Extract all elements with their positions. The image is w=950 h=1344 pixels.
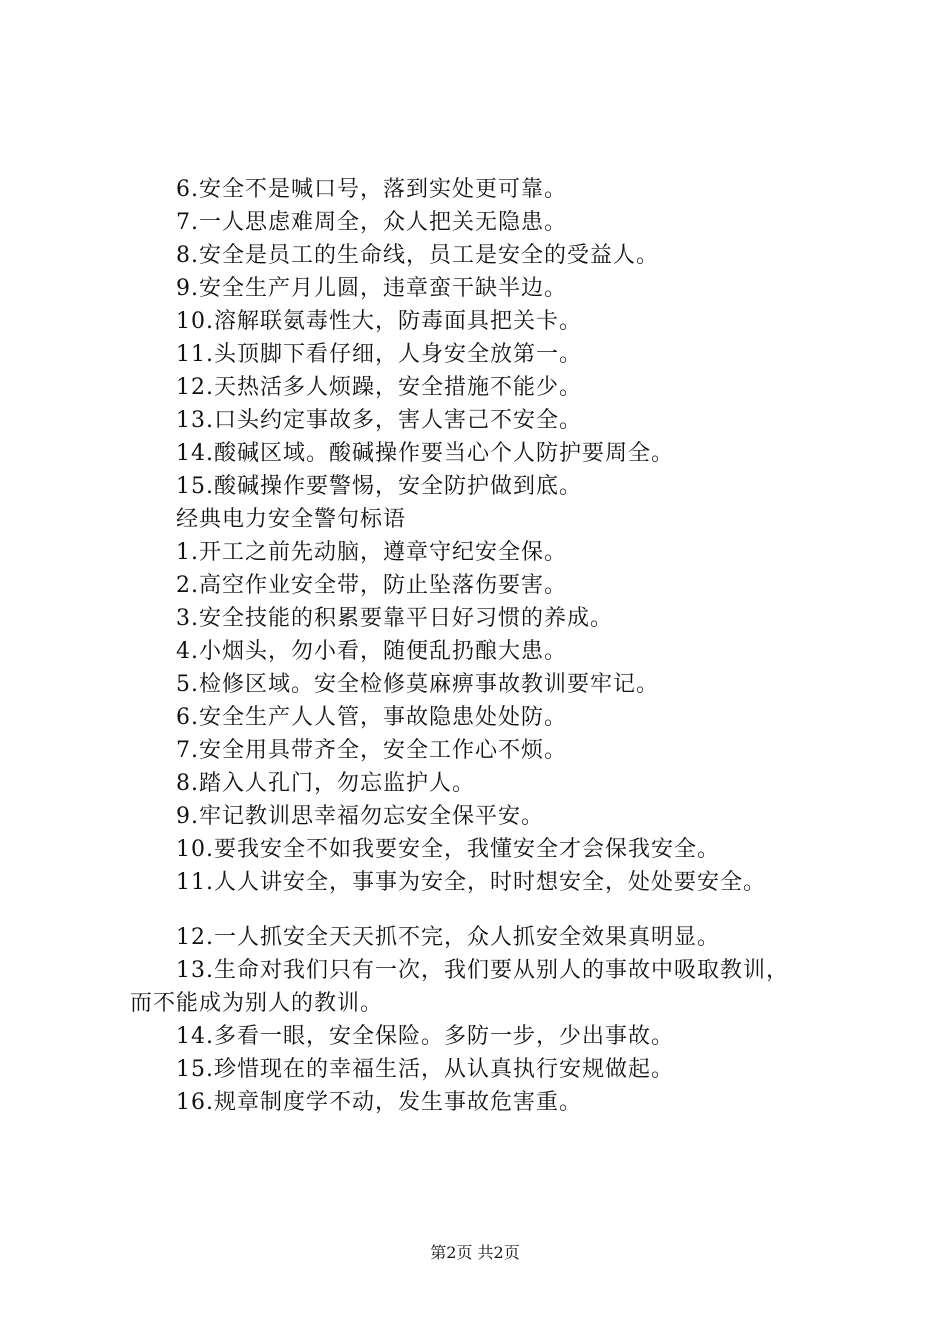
text-line: 11.人人讲安全，事事为安全，时时想安全，处处要安全。 bbox=[176, 870, 766, 895]
text-line: 14.酸碱区域。酸碱操作要当心个人防护要周全。 bbox=[176, 441, 674, 466]
text-line: 1.开工之前先动脑，遵章守纪安全保。 bbox=[176, 540, 567, 565]
text-line: 8.踏入人孔门，勿忘监护人。 bbox=[176, 771, 475, 796]
text-line: 4.小烟头，勿小看，随便乱扔酿大患。 bbox=[176, 639, 567, 664]
text-line: 5.检修区域。安全检修莫麻痹事故教训要牢记。 bbox=[176, 672, 659, 697]
text-line: 9.牢记教训思幸福勿忘安全保平安。 bbox=[176, 804, 544, 829]
text-line: 13.生命对我们只有一次，我们要从别人的事故中吸取教训， bbox=[176, 958, 789, 983]
text-line: 9.安全生产月儿圆，违章蛮干缺半边。 bbox=[176, 276, 567, 301]
text-line: 15.珍惜现在的幸福生活，从认真执行安规做起。 bbox=[176, 1057, 674, 1082]
text-line: 15.酸碱操作要警惕，安全防护做到底。 bbox=[176, 474, 582, 499]
text-line: 13.口头约定事故多，害人害己不安全。 bbox=[176, 408, 582, 433]
text-line: 6.安全不是喊口号，落到实处更可靠。 bbox=[176, 177, 567, 202]
text-line: 6.安全生产人人管，事故隐患处处防。 bbox=[176, 705, 567, 730]
text-line: 10.溶解联氨毒性大，防毒面具把关卡。 bbox=[176, 309, 582, 334]
text-line: 8.安全是员工的生命线，员工是安全的受益人。 bbox=[176, 243, 659, 268]
text-line: 7.安全用具带齐全，安全工作心不烦。 bbox=[176, 738, 567, 763]
section-heading: 经典电力安全警句标语 bbox=[176, 507, 407, 532]
text-line: 2.高空作业安全带，防止坠落伤要害。 bbox=[176, 573, 567, 598]
text-line: 16.规章制度学不动，发生事故危害重。 bbox=[176, 1090, 582, 1115]
page-footer: 第2页 共2页 bbox=[430, 1243, 520, 1262]
text-line: 14.多看一眼，安全保险。多防一步，少出事故。 bbox=[176, 1024, 674, 1049]
text-line: 7.一人思虑难周全，众人把关无隐患。 bbox=[176, 210, 567, 235]
text-line: 3.安全技能的积累要靠平日好习惯的养成。 bbox=[176, 606, 613, 631]
text-line: 11.头顶脚下看仔细，人身安全放第一。 bbox=[176, 342, 582, 367]
text-line: 12.一人抓安全天天抓不完，众人抓安全效果真明显。 bbox=[176, 925, 720, 950]
text-line: 12.天热活多人烦躁，安全措施不能少。 bbox=[176, 375, 582, 400]
text-line: 10.要我安全不如我要安全，我懂安全才会保我安全。 bbox=[176, 837, 720, 862]
text-line-continuation: 而不能成为别人的教训。 bbox=[130, 991, 384, 1016]
